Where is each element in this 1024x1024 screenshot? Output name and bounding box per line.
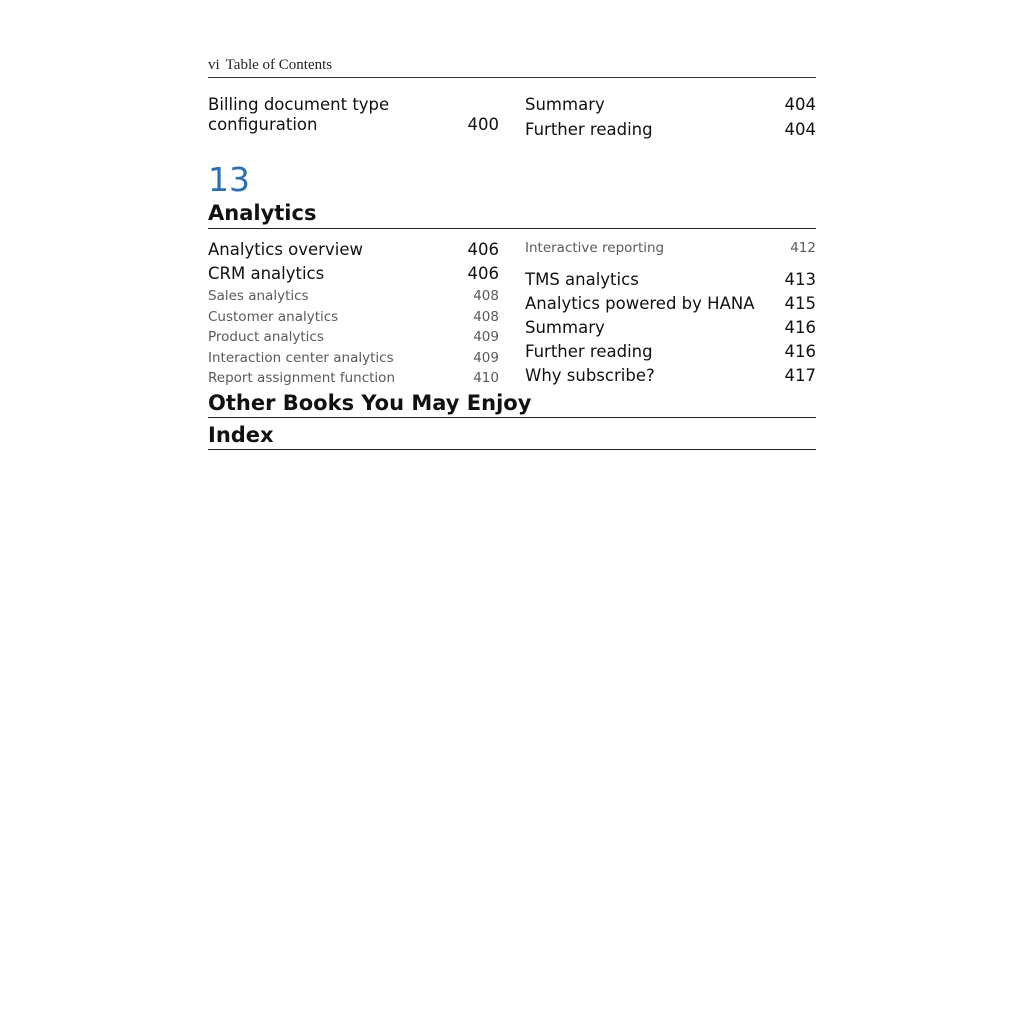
toc-entry-page: 415 bbox=[784, 293, 816, 313]
toc-entry[interactable] bbox=[525, 364, 816, 388]
chapter-number: 13 bbox=[208, 160, 250, 199]
toc-column-right bbox=[525, 93, 816, 142]
toc-entry-title: TMS analytics bbox=[525, 269, 639, 289]
toc-entry-title: Sales analytics bbox=[208, 288, 309, 304]
toc-subentry[interactable] bbox=[208, 307, 499, 328]
running-header bbox=[208, 55, 816, 78]
toc-column-right bbox=[525, 238, 816, 389]
toc-entry[interactable] bbox=[525, 316, 816, 340]
toc-entry-page: 416 bbox=[784, 341, 816, 361]
previous-chapter-tail bbox=[208, 95, 816, 142]
toc-entry[interactable] bbox=[208, 238, 499, 262]
toc-entry[interactable] bbox=[525, 118, 816, 143]
toc-page bbox=[208, 55, 816, 450]
toc-entry-title: Summary bbox=[525, 317, 605, 337]
header-page-number: vi bbox=[208, 57, 220, 73]
toc-entry-page: 412 bbox=[790, 240, 816, 256]
toc-entry-page: 416 bbox=[784, 317, 816, 337]
toc-entry-title: Interaction center analytics bbox=[208, 349, 394, 366]
toc-entry-title: Billing document type configuration bbox=[208, 95, 390, 134]
toc-subentry[interactable] bbox=[525, 238, 816, 259]
toc-subentry[interactable] bbox=[208, 327, 499, 348]
toc-entry-page: 406 bbox=[467, 240, 499, 259]
toc-entry-page: 404 bbox=[784, 95, 816, 114]
toc-entry-title: Analytics overview bbox=[208, 240, 363, 259]
chapter-title[interactable]: Analytics bbox=[208, 199, 816, 229]
toc-entry[interactable] bbox=[525, 292, 816, 316]
toc-subentry[interactable] bbox=[208, 368, 499, 389]
toc-subentry[interactable] bbox=[208, 286, 499, 307]
toc-entry-title: Further reading bbox=[525, 341, 653, 361]
toc-entry-page: 410 bbox=[473, 370, 499, 387]
toc-entry-title: Summary bbox=[525, 95, 605, 114]
toc-entry-page: 400 bbox=[467, 115, 499, 134]
toc-entry-page: 417 bbox=[784, 365, 816, 385]
toc-column-left bbox=[208, 238, 499, 389]
toc-subentry[interactable] bbox=[208, 348, 499, 369]
toc-entry[interactable] bbox=[525, 93, 816, 118]
toc-entry-title: Further reading bbox=[525, 119, 653, 139]
toc-column-left bbox=[208, 95, 499, 142]
toc-entry[interactable] bbox=[208, 262, 499, 286]
toc-entry-title: Analytics powered by HANA bbox=[525, 293, 755, 313]
toc-entry-title: CRM analytics bbox=[208, 264, 325, 283]
toc-entry-page: 408 bbox=[473, 288, 499, 304]
toc-entry-page: 409 bbox=[473, 349, 499, 366]
toc-entry-title: Report assignment function bbox=[208, 370, 396, 387]
toc-entry-title: Product analytics bbox=[208, 329, 324, 346]
toc-entry-page: 409 bbox=[473, 329, 499, 346]
back-matter-index[interactable]: Index bbox=[208, 421, 816, 450]
toc-entry-page: 408 bbox=[473, 308, 499, 325]
toc-entry[interactable] bbox=[525, 268, 816, 292]
toc-entry-title: Customer analytics bbox=[208, 308, 339, 325]
toc-entry-page: 413 bbox=[784, 269, 816, 289]
header-title: Table of Contents bbox=[225, 57, 333, 73]
toc-entry-page: 406 bbox=[467, 264, 499, 283]
toc-entry-title: Interactive reporting bbox=[525, 240, 665, 256]
chapter-entries bbox=[208, 238, 816, 389]
toc-entry-page: 404 bbox=[784, 119, 816, 139]
toc-entry[interactable] bbox=[208, 95, 499, 135]
toc-entry[interactable] bbox=[525, 340, 816, 364]
back-matter-other-books[interactable]: Other Books You May Enjoy bbox=[208, 389, 816, 418]
toc-entry-title: Why subscribe? bbox=[525, 365, 655, 385]
